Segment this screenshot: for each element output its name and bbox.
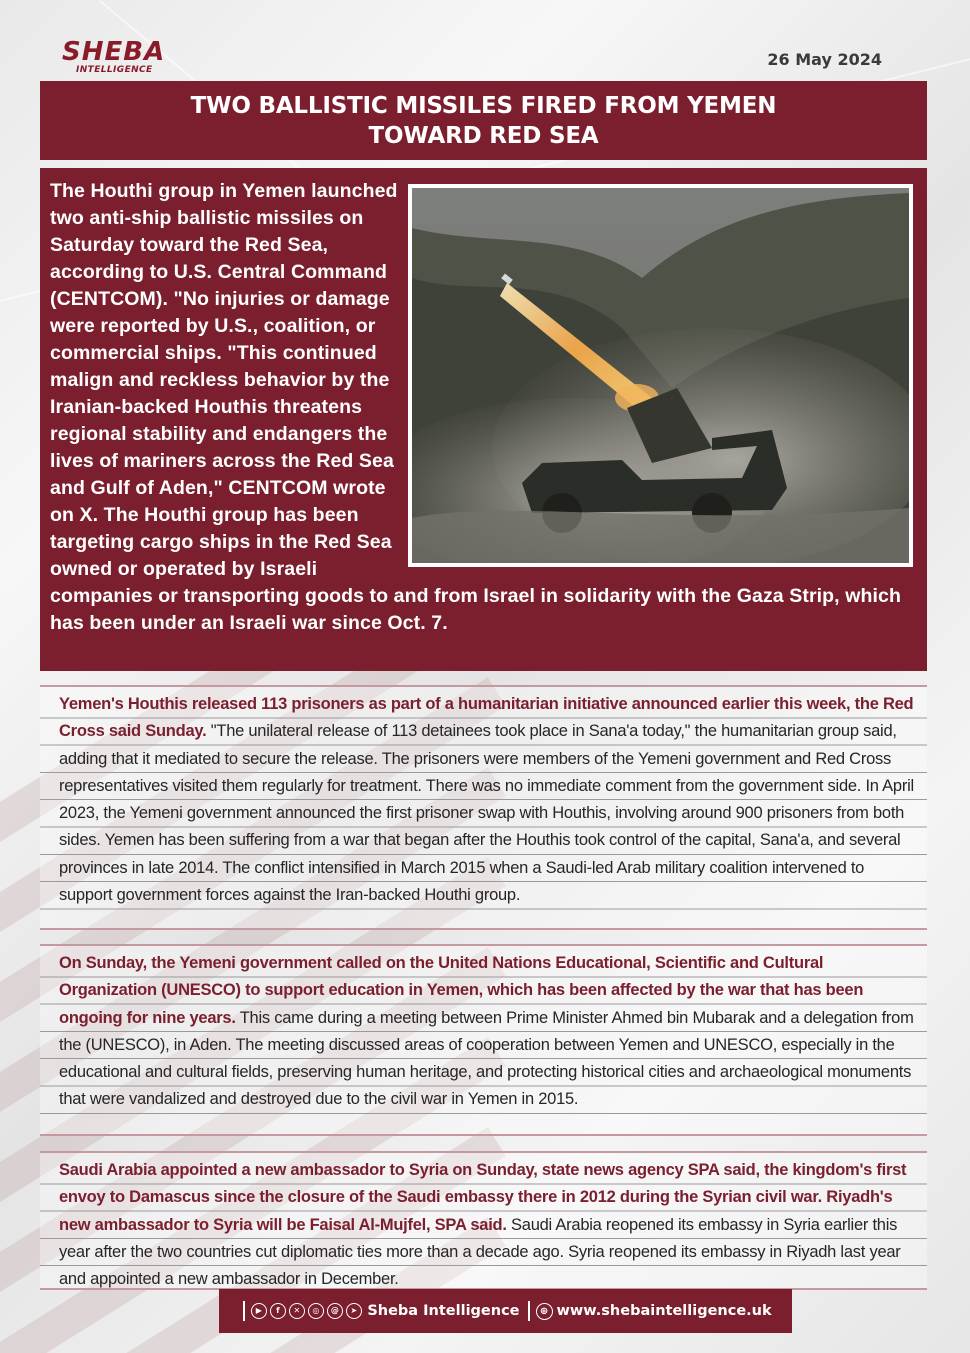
social-handle[interactable]: Sheba Intelligence [367, 1303, 520, 1319]
sheba-logo [62, 38, 177, 78]
headline-banner [40, 81, 927, 160]
news-item-saudi-ambassador [40, 1151, 927, 1290]
facebook-icon[interactable]: f [270, 1303, 286, 1319]
lead-story [40, 168, 927, 671]
news-item-prisoner-release [40, 685, 927, 930]
footer-bar [219, 1289, 792, 1333]
news-item-unesco [40, 944, 927, 1136]
lead-paragraph: The Houthi group in Yemen launched two anti-ship ballistic missiles on Saturday toward the Red Sea, according to U.S. Central Command (CENTCOM). "No injuries or damage were reported by U.S., coalition, or commercial ships. "This continued malign and reckless behavior by the Iranian-backed Houthis threatens regional stability and endangers the lives of mariners across the Red Sea and Gulf of Aden," CENTCOM wrote on X. The Houthi group has been targeting cargo ships in the Red Sea owned or operated by Israeli companies or transporting goods to and from Israel in solidarity with the Gaza Strip, which has been under an Israeli war since Oct. 7. [50, 180, 901, 634]
news-highlight: Yemen's Houthis released 113 prisoners as part of a humanitarian initiative announced earlier this week, the Red Cross said Sunday. [59, 695, 914, 741]
globe-icon: ⊕ [536, 1303, 553, 1320]
news-highlight: Saudi Arabia appointed a new ambassador to Syria on Sunday, state news agency SPA said, the kingdom's first envoy to Damascus since the closure of the Saudi embassy there in 2012 during the Syrian civil war. Riyadh's new ambassador to Syria will be Faisal Al-Mujfel, SPA said. [59, 1161, 907, 1234]
missile-launch-photo [408, 184, 913, 567]
instagram-icon[interactable]: ◎ [308, 1303, 324, 1319]
news-body: "The unilateral release of 113 detainees took place in Sana'a today," the humanitarian group said, adding that it mediated to secure the release. The prisoners were members of the Yemeni government and Red Cross representatives visited them regularly for treatment. There was no immediate comment from the government side. In April 2023, the Yemeni government announced the first prisoner swap with Houthis, involving around 900 prisoners from both sides. Yemen has been suffering from a war that began after the Houthis took control of the capital, Sana'a, and several provinces in late 2014. The conflict intensified in March 2015 when a Saudi-led Arab military coalition intervened to support government forces against the Iran-backed Houthi group. [59, 722, 914, 905]
publication-date: 26 May 2024 [767, 50, 882, 69]
news-body: Saudi Arabia reopened its embassy in Syria earlier this year after the two countries cut diplomatic ties more than a decade ago. Syria reopened its embassy in Riyadh last year and appointed a new ambassador in December. [59, 1215, 901, 1289]
x-icon[interactable]: ✕ [289, 1303, 305, 1319]
telegram-icon[interactable]: ➤ [346, 1303, 362, 1319]
logo-wordmark: SHEBA [62, 37, 166, 67]
website-link[interactable]: www.shebaintelligence.uk [556, 1303, 772, 1319]
logo-subtitle: INTELLIGENCE [76, 65, 153, 75]
news-body: This came during a meeting between Prime Minister Ahmed bin Mubarak and a delegation from the (UNESCO), in Aden. The meeting discussed areas of cooperation between Yemen and UNESCO, especially in the educational and cultural fields, preserving human heritage, and protecting historical cities and archaeological monuments that were vandalized and destroyed due to the civil war in Yemen in 2015. [59, 1008, 914, 1109]
threads-icon[interactable]: @ [327, 1303, 343, 1319]
news-highlight: On Sunday, the Yemeni government called on the United Nations Educational, Scientific and Cultural Organization (UNESCO) to support education in Yemen, which has been affected by the war that has been ongoing for nine years. [59, 954, 864, 1027]
youtube-icon[interactable]: ▶ [251, 1303, 267, 1319]
headline: TWO BALLISTIC MISSILES FIRED FROM YEMEN TOWARD RED SEA [190, 92, 777, 149]
